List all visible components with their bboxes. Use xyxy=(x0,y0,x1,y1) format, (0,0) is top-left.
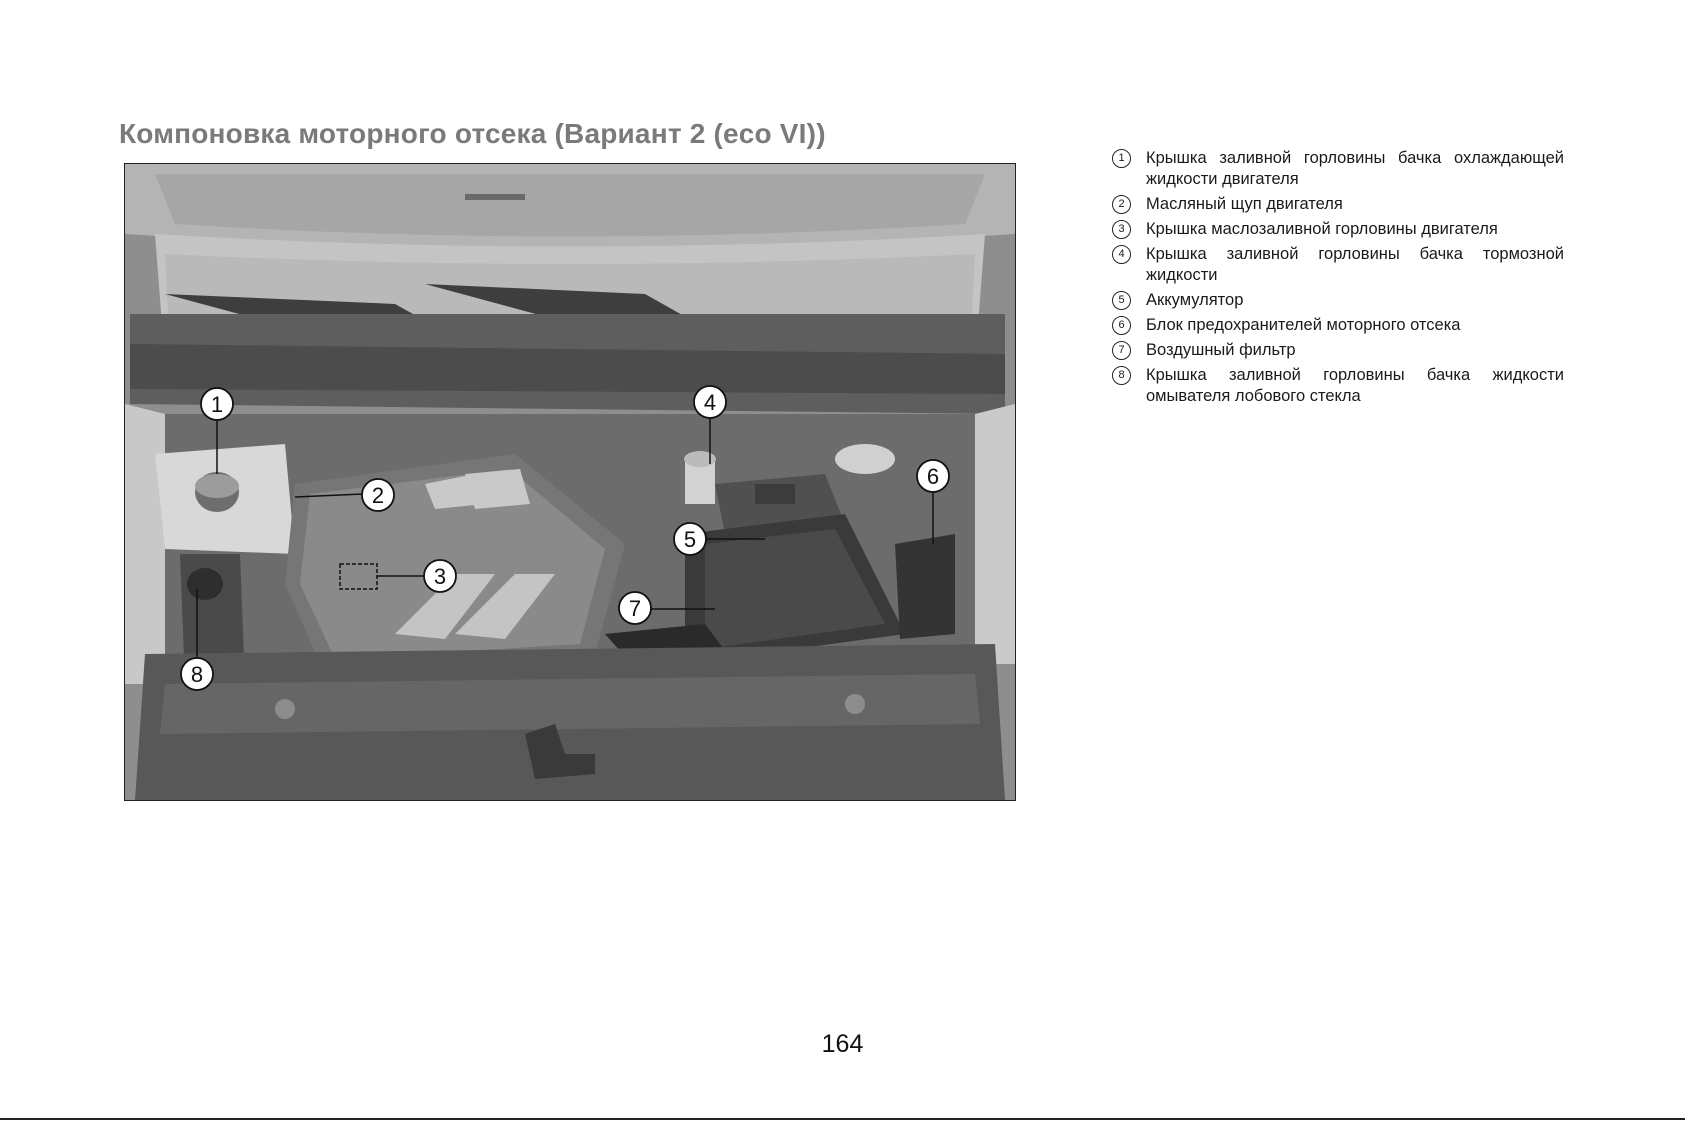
legend-list xyxy=(1112,148,1564,411)
callout-6 xyxy=(917,460,949,492)
engine-bay-illustration xyxy=(124,163,1016,801)
callout-7 xyxy=(619,592,651,624)
legend-item xyxy=(1112,148,1564,190)
page-title: Компоновка моторного отсека (Вариант 2 (eco VI)) xyxy=(119,118,826,149)
legend-text: Крышка заливной горловины бачка охлаждающей жидкости двигателя xyxy=(1146,149,1564,188)
callout-8 xyxy=(181,658,213,690)
legend-text: Масляный щуп двигателя xyxy=(1146,195,1343,213)
callout-5 xyxy=(674,523,706,555)
legend-text: Крышка маслозаливной горловины двигателя xyxy=(1146,220,1498,238)
callout-1 xyxy=(201,388,233,420)
legend-number: 5 xyxy=(1112,291,1131,310)
legend-number: 3 xyxy=(1112,220,1131,239)
page-number: 164 xyxy=(821,1030,864,1058)
legend-number: 1 xyxy=(1112,149,1131,168)
legend-number: 4 xyxy=(1112,245,1131,264)
legend-item xyxy=(1112,194,1564,215)
legend-number: 2 xyxy=(1112,195,1131,214)
legend-text: Аккумулятор xyxy=(1146,291,1244,309)
legend-text: Крышка заливной горловины бачка жидкости омывателя лобового стекла xyxy=(1146,366,1564,405)
callout-1-label: 1 xyxy=(210,392,224,417)
callout-8-label: 8 xyxy=(190,662,204,687)
legend-item xyxy=(1112,315,1564,336)
callout-6-label: 6 xyxy=(926,464,940,489)
legend-item xyxy=(1112,340,1564,361)
callout-4-label: 4 xyxy=(703,390,717,415)
callout-4 xyxy=(694,386,726,418)
legend-item xyxy=(1112,290,1564,311)
legend-number: 6 xyxy=(1112,316,1131,335)
legend-text: Крышка заливной горловины бачка тормозной жидкости xyxy=(1146,245,1564,284)
legend-item xyxy=(1112,244,1564,286)
callout-7-label: 7 xyxy=(628,596,642,621)
legend-text: Блок предохранителей моторного отсека xyxy=(1146,316,1461,334)
callout-5-label: 5 xyxy=(683,527,697,552)
legend-item xyxy=(1112,219,1564,240)
legend-item xyxy=(1112,365,1564,407)
callout-3-label: 3 xyxy=(433,564,447,589)
legend-number: 8 xyxy=(1112,366,1131,385)
callout-3 xyxy=(424,560,456,592)
callout-2 xyxy=(362,479,394,511)
legend-number: 7 xyxy=(1112,341,1131,360)
bottom-divider xyxy=(0,1118,1685,1120)
legend-text: Воздушный фильтр xyxy=(1146,341,1296,359)
callout-2-label: 2 xyxy=(371,483,385,508)
